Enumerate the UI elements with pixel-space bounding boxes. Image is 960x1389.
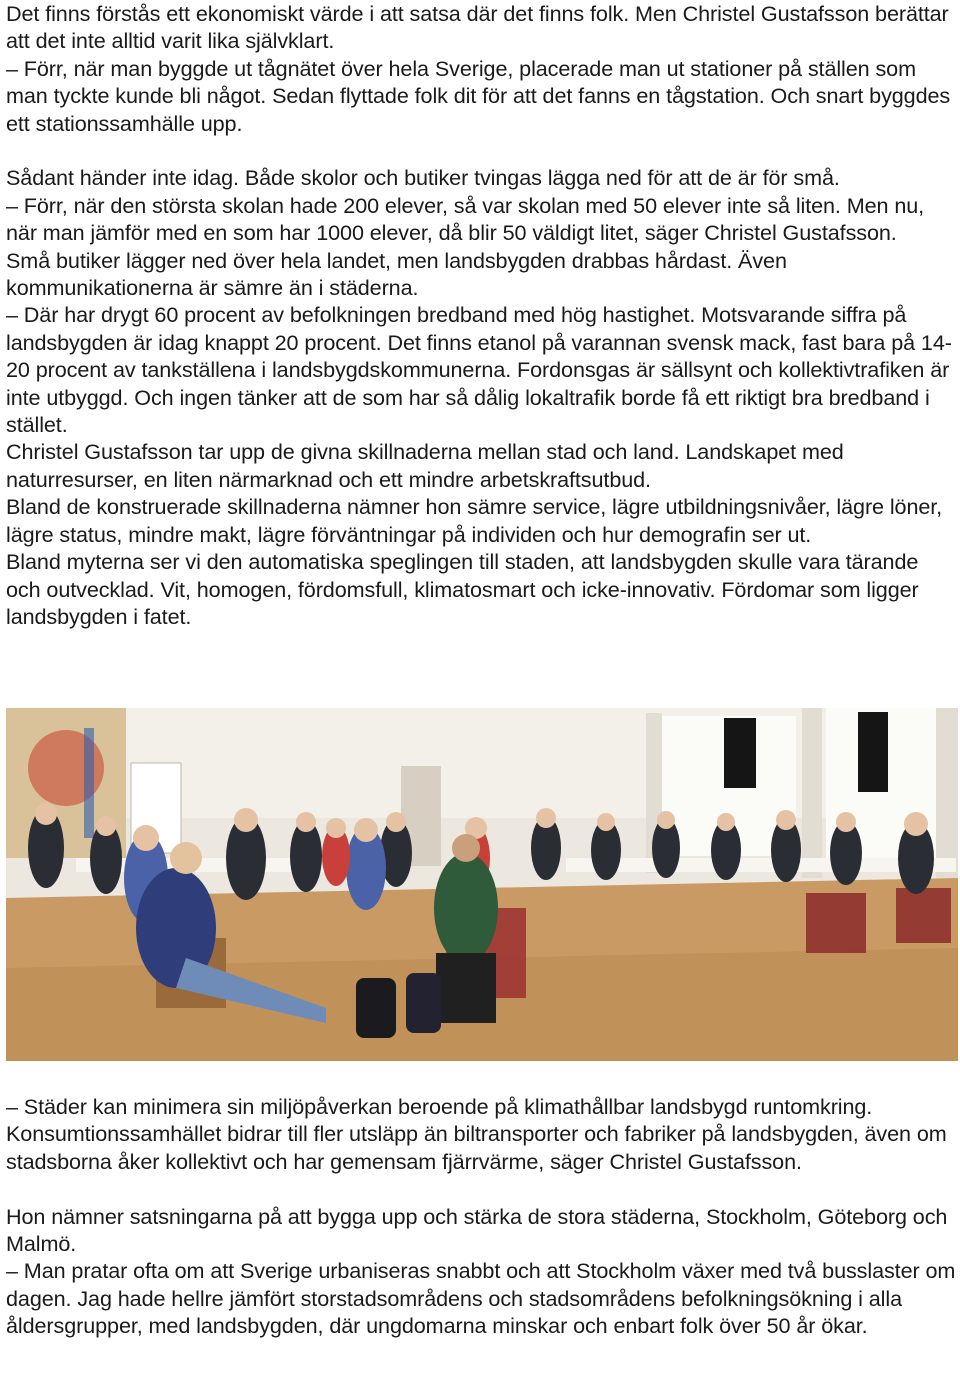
- paragraph: Hon nämner satsningarna på att bygga upp och stärka de stora städerna, Stockholm, Göteborg och Malmö.: [6, 1203, 948, 1257]
- conference-photo: [6, 708, 958, 1061]
- paragraph: Christel Gustafsson tar upp de givna skillnaderna mellan stad och land. Landskapet med naturresurser, en liten närmarknad och ett mindre arbetskraftsutbud.: [6, 439, 844, 492]
- paragraph: Små butiker lägger ned över hela landet, men landsbygden drabbas hårdast. Även kommunikationerna är sämre än i städerna.: [6, 247, 787, 301]
- paragraph: Bland myterna ser vi den automatiska speglingen till staden, att landsbygden skulle vara tärande och outvecklad. Vit, homogen, fördomsfull, klimatosmart och icke-innovativ. Fördomar som ligger landsbygden i fatet.: [6, 549, 919, 629]
- article-text-top: [6, 0, 958, 630]
- paragraph: – Förr, när man byggde ut tågnätet över hela Sverige, placerade man ut stationer på ställen som man tyckte kunde bli något. Sedan flyttade folk dit för att det fanns en tågstation. Och snart byggdes ett stationssamhälle upp.: [6, 55, 951, 136]
- paragraph: Bland de konstruerade skillnaderna nämner hon sämre service, lägre utbildningsnivåer, lägre löner, lägre status, mindre makt, lägre förväntningar på individen och hur demografin ser ut.: [6, 494, 943, 547]
- paragraph: – Där har drygt 60 procent av befolkningen bredband med hög hastighet. Motsvarande siffra på landsbygden är idag knappt 20 procent. Det finns etanol på varannan svensk mack, fast bara på 14-20 procent av tankställena i landsbygdskommunerna. Fordonsgas är sällsynt och kollektivtrafiken är inte utbyggd. Och ingen tänker att de som har så dålig lokaltrafik borde få ett riktigt bra bredband i stället.: [6, 302, 952, 438]
- paragraph: Det finns förstås ett ekonomiskt värde i att satsa där det finns folk. Men Christel Gustafsson berättar att det inte alltid varit lika självklart.: [6, 1, 949, 54]
- paragraph: – Man pratar ofta om att Sverige urbaniseras snabbt och att Stockholm växer med två busslaster om dagen. Jag hade hellre jämfört storstadsområdens och stadsområdens befolkningsökning i alla åldersgrupper, med landsbygden, där ungdomarna minskar och enbart folk över 50 år ökar.: [6, 1258, 956, 1339]
- article-text-bottom: [6, 1093, 958, 1340]
- paragraph: Sådant händer inte idag. Både skolor och butiker tvingas lägga ned för att de är för små.: [6, 165, 840, 191]
- paragraph: – Förr, när den största skolan hade 200 elever, så var skolan med 50 elever inte så liten. Men nu, när man jämför med en som har 1000 elever, då blir 50 väldigt litet, säger Christel Gustafsson.: [6, 192, 925, 246]
- paragraph: – Städer kan minimera sin miljöpåverkan beroende på klimathållbar landsbygd runtomkring. Konsumtionssamhället bidrar till fler utsläpp än biltransporter och fabriker på landsbygden, även om stadsborna åker kollektivt och har gemensam fjärrvärme, säger Christel Gustafsson.: [6, 1094, 947, 1174]
